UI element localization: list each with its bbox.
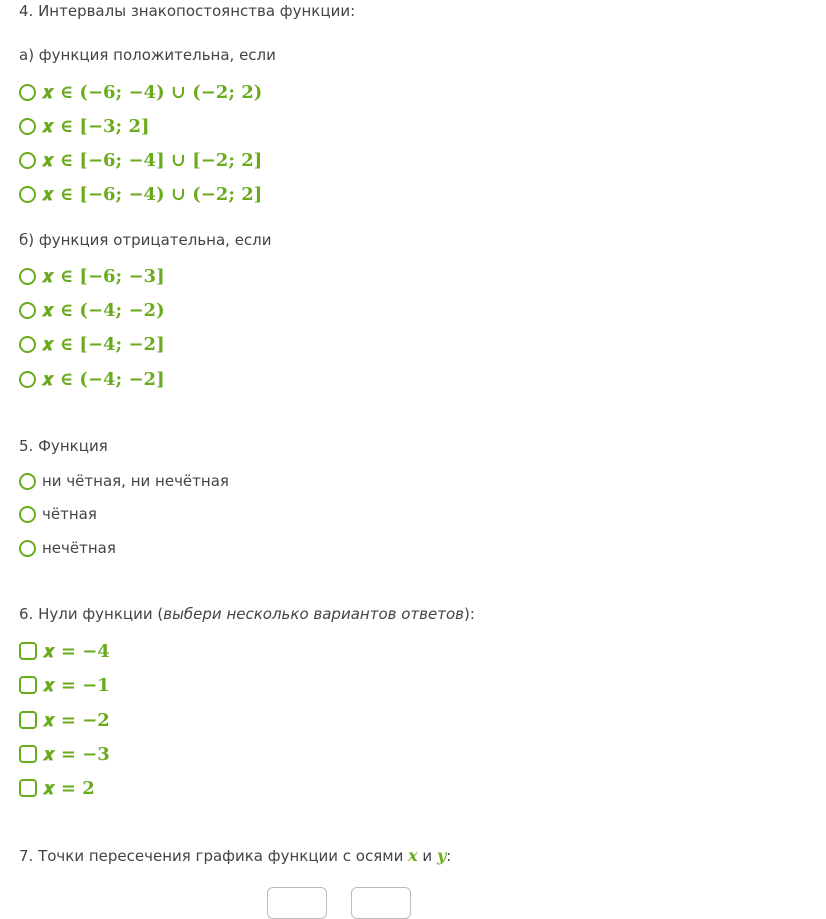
radio-button[interactable]	[19, 540, 36, 557]
radio-button[interactable]	[19, 473, 36, 490]
radio-button[interactable]	[19, 506, 36, 523]
option-text: 𝒙 ∈ (−4; −2)	[42, 299, 165, 321]
radio-button[interactable]	[19, 152, 36, 169]
q4b-option-1[interactable]	[19, 265, 165, 287]
q6-option-2[interactable]	[19, 674, 110, 696]
q5-option-1[interactable]	[19, 470, 229, 492]
q4a-option-4[interactable]	[19, 183, 262, 205]
answer-input-1[interactable]	[267, 887, 327, 919]
option-text: 𝒙 ∈ [−4; −2]	[42, 333, 165, 355]
option-text: 𝒙 = −1	[43, 674, 110, 696]
radio-button[interactable]	[19, 268, 36, 285]
q7-var-y: 𝒚	[436, 846, 447, 865]
radio-button[interactable]	[19, 302, 36, 319]
q6-title-end: ):	[463, 605, 475, 623]
option-text: 𝒙 = −2	[43, 709, 110, 731]
radio-button[interactable]	[19, 118, 36, 135]
option-text: 𝒙 ∈ [−6; −4) ∪ (−2; 2]	[42, 183, 263, 205]
q5-title: 5. Функция	[19, 437, 108, 455]
q6-option-1[interactable]	[19, 640, 110, 662]
q4b-option-3[interactable]	[19, 333, 165, 355]
option-text: чётная	[42, 505, 97, 523]
radio-button[interactable]	[19, 186, 36, 203]
q4b-option-4[interactable]	[19, 368, 165, 390]
q6-option-3[interactable]	[19, 709, 110, 731]
q7-title-start: 7. Точки пересечения графика функции с осями	[19, 847, 409, 865]
q4a-option-1[interactable]	[19, 81, 262, 103]
q7-var-x: 𝒙	[408, 846, 418, 865]
q5-option-3[interactable]	[19, 537, 116, 559]
radio-button[interactable]	[19, 84, 36, 101]
option-text: нечётная	[42, 539, 116, 557]
q6-option-4[interactable]	[19, 743, 110, 765]
option-text: 𝒙 ∈ (−4; −2]	[42, 368, 165, 390]
option-text: 𝒙 = −4	[43, 640, 110, 662]
checkbox[interactable]	[19, 745, 37, 763]
q6-option-5[interactable]	[19, 777, 95, 799]
q6-title-start: 6. Нули функции (	[19, 605, 164, 623]
option-text: 𝒙 ∈ (−6; −4) ∪ (−2; 2)	[42, 81, 263, 103]
checkbox[interactable]	[19, 779, 37, 797]
option-text: 𝒙 ∈ [−6; −4] ∪ [−2; 2]	[42, 149, 263, 171]
q6-title	[19, 605, 475, 623]
checkbox[interactable]	[19, 711, 37, 729]
q7-title-end: :	[446, 847, 452, 865]
q4b-label: б) функция отрицательна, если	[19, 231, 272, 249]
q6-title-hint: выбери несколько вариантов ответов	[163, 605, 464, 623]
q4-title: 4. Интервалы знакопостоянства функции:	[19, 2, 356, 20]
answer-input-2[interactable]	[351, 887, 411, 919]
q5-option-2[interactable]	[19, 503, 97, 525]
q7-conj: и	[417, 847, 437, 865]
option-text: 𝒙 ∈ [−6; −3]	[42, 265, 165, 287]
radio-button[interactable]	[19, 336, 36, 353]
option-text: ни чётная, ни нечётная	[42, 472, 229, 490]
q4a-option-3[interactable]	[19, 149, 262, 171]
checkbox[interactable]	[19, 676, 37, 694]
q4a-label: а) функция положительна, если	[19, 46, 276, 64]
q4a-option-2[interactable]	[19, 115, 150, 137]
checkbox[interactable]	[19, 642, 37, 660]
option-text: 𝒙 ∈ [−3; 2]	[42, 115, 150, 137]
q4b-option-2[interactable]	[19, 299, 165, 321]
q7-title	[19, 846, 451, 865]
radio-button[interactable]	[19, 371, 36, 388]
option-text: 𝒙 = 2	[43, 777, 95, 799]
option-text: 𝒙 = −3	[43, 743, 110, 765]
